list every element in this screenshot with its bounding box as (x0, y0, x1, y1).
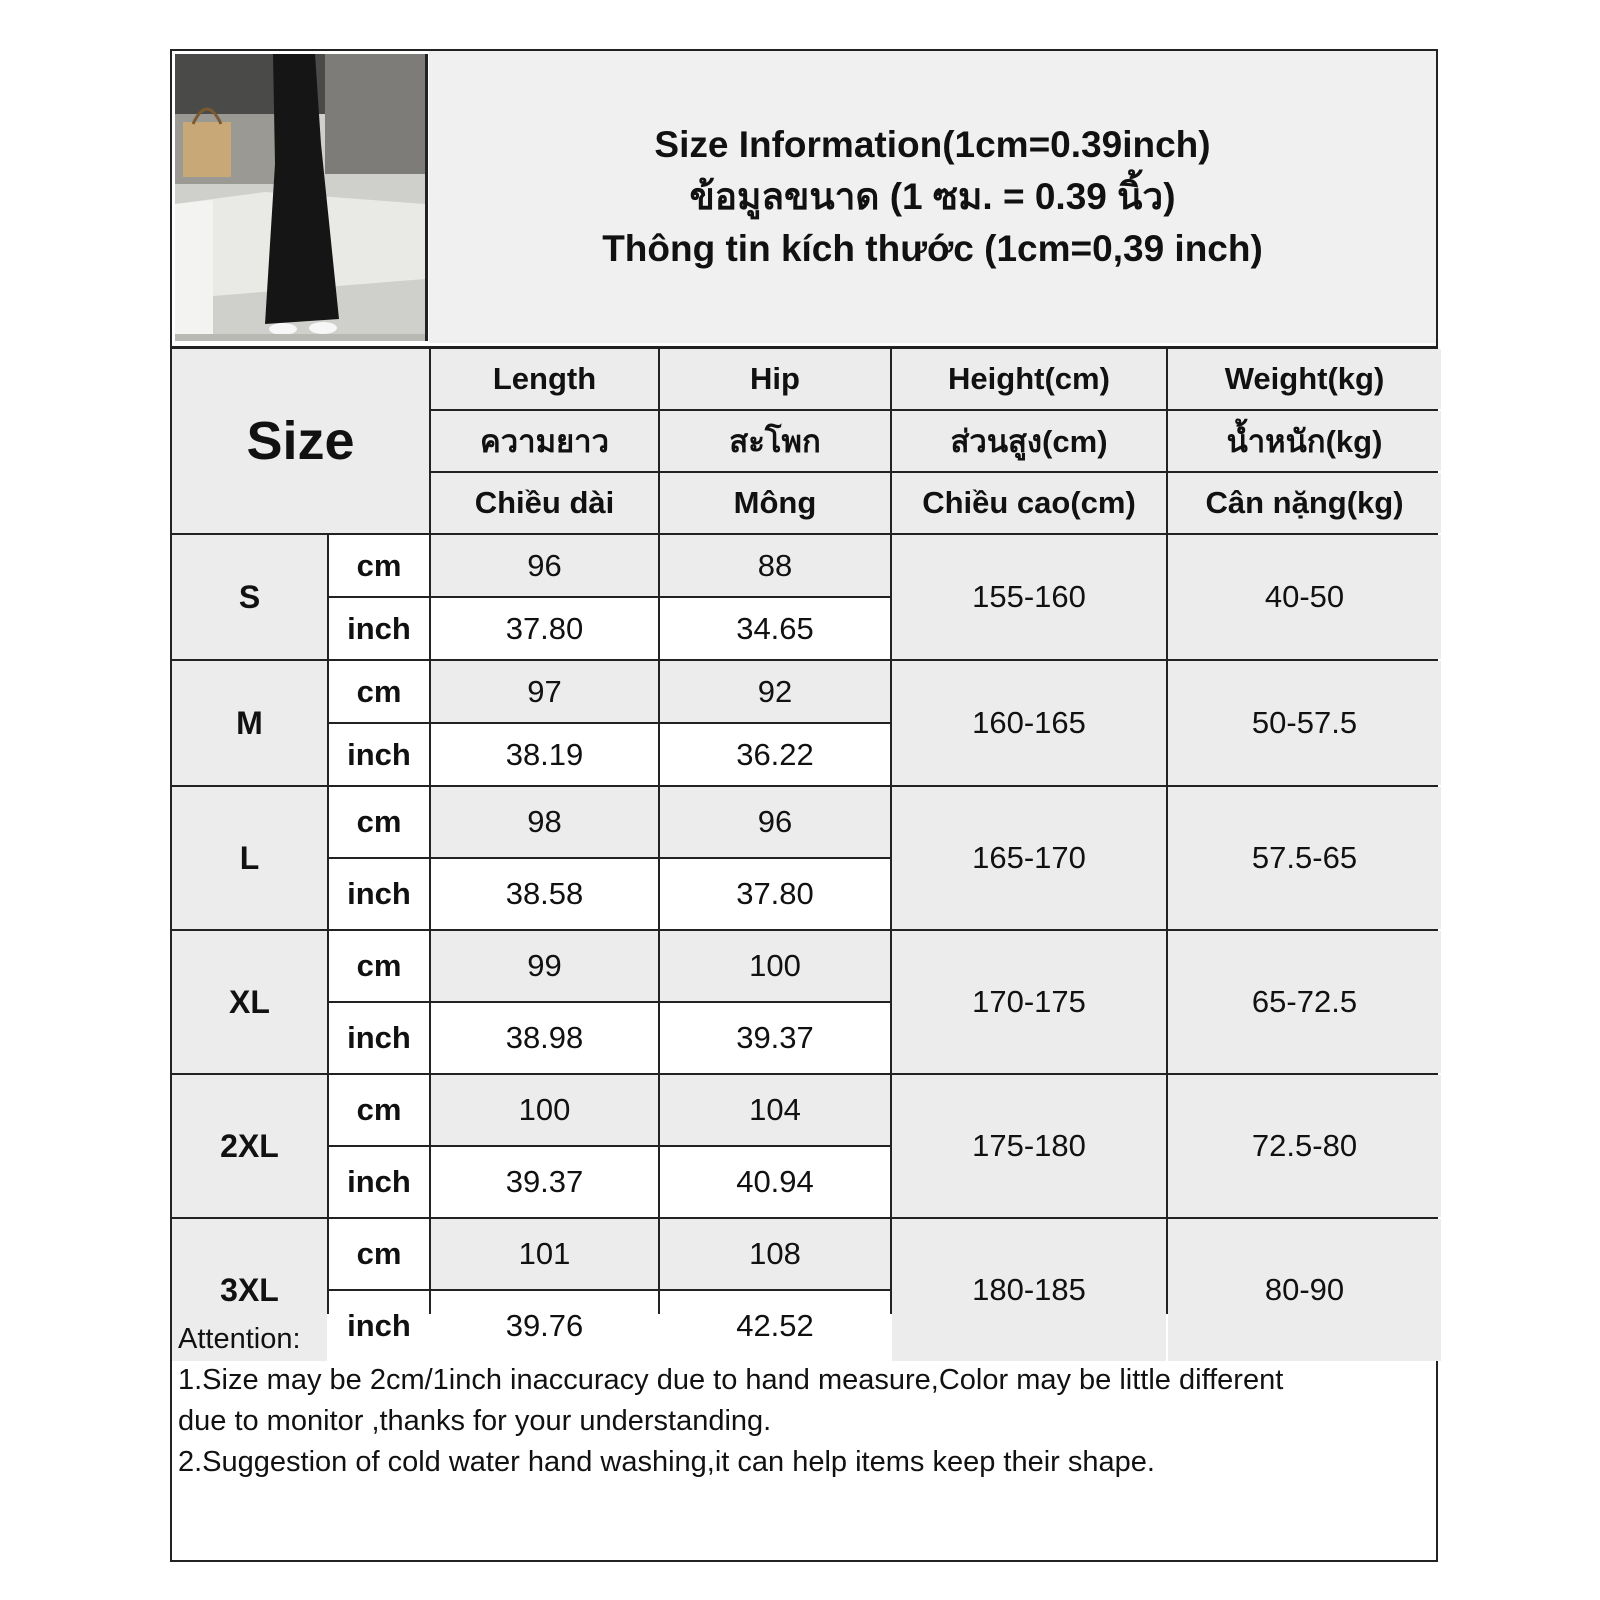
hip-inch-3xl: 42.52 (660, 1291, 890, 1361)
size-l-label: L (172, 787, 327, 929)
hip-cm-3xl: 108 (660, 1219, 890, 1289)
length-inch-3xl: 39.76 (431, 1291, 658, 1361)
unit-cm: cm (329, 1075, 429, 1145)
height-m: 160-165 (892, 661, 1166, 785)
product-photo-image (175, 54, 425, 341)
note-line: 2.Suggestion of cold water hand washing,it can help items keep their shape. (178, 1446, 1155, 1478)
size-information-title (429, 51, 1436, 343)
size-2xl-label: 2XL (172, 1075, 327, 1217)
length-cm-l: 98 (431, 787, 658, 857)
length-inch-l: 38.58 (431, 859, 658, 929)
length-cm-2xl: 100 (431, 1075, 658, 1145)
col-hip-vi: Mông (660, 473, 890, 533)
hip-cm-m: 92 (660, 661, 890, 722)
hip-inch-m: 36.22 (660, 724, 890, 785)
note-line: 1.Size may be 2cm/1inch inaccuracy due to hand measure,Color may be little different (178, 1364, 1284, 1396)
size-s-label: S (172, 535, 327, 659)
attention-notes (178, 1319, 1428, 1483)
hip-cm-l: 96 (660, 787, 890, 857)
chart-header (172, 51, 1436, 349)
col-hip-en: Hip (660, 349, 890, 409)
col-hip-th: สะโพก (660, 411, 890, 471)
col-weight-vi: Cân nặng(kg) (1168, 473, 1441, 533)
length-inch-s: 37.80 (431, 598, 658, 659)
height-s: 155-160 (892, 535, 1166, 659)
hip-cm-2xl: 104 (660, 1075, 890, 1145)
title-english: Size Information(1cm=0.39inch) (654, 124, 1211, 165)
unit-cm: cm (329, 787, 429, 857)
size-m-label: M (172, 661, 327, 785)
title-thai: ข้อมูลขนาด (1 ซม. = 0.39 นิ้ว) (689, 176, 1176, 217)
col-height-en: Height(cm) (892, 349, 1166, 409)
size-chart (170, 49, 1438, 1562)
col-length-th: ความยาว (431, 411, 658, 471)
height-xl: 170-175 (892, 931, 1166, 1073)
hip-inch-s: 34.65 (660, 598, 890, 659)
hip-inch-2xl: 40.94 (660, 1147, 890, 1217)
length-cm-xl: 99 (431, 931, 658, 1001)
length-cm-m: 97 (431, 661, 658, 722)
col-height-vi: Chiều cao(cm) (892, 473, 1166, 533)
length-inch-2xl: 39.37 (431, 1147, 658, 1217)
hip-inch-xl: 39.37 (660, 1003, 890, 1073)
hip-cm-s: 88 (660, 535, 890, 596)
hip-inch-l: 37.80 (660, 859, 890, 929)
length-inch-xl: 38.98 (431, 1003, 658, 1073)
length-cm-3xl: 101 (431, 1219, 658, 1289)
length-inch-m: 38.19 (431, 724, 658, 785)
height-2xl: 175-180 (892, 1075, 1166, 1217)
weight-l: 57.5-65 (1168, 787, 1441, 929)
unit-cm: cm (329, 535, 429, 596)
height-l: 165-170 (892, 787, 1166, 929)
unit-inch: inch (329, 1291, 429, 1361)
height-3xl: 180-185 (892, 1219, 1166, 1361)
col-weight-th: น้ำหนัก(kg) (1168, 411, 1441, 471)
col-length-en: Length (431, 349, 658, 409)
weight-3xl: 80-90 (1168, 1219, 1441, 1361)
weight-xl: 65-72.5 (1168, 931, 1441, 1073)
size-xl-label: XL (172, 931, 327, 1073)
unit-cm: cm (329, 1219, 429, 1289)
col-weight-en: Weight(kg) (1168, 349, 1441, 409)
unit-inch: inch (329, 724, 429, 785)
unit-cm: cm (329, 661, 429, 722)
unit-inch: inch (329, 1147, 429, 1217)
col-height-th: ส่วนสูง(cm) (892, 411, 1166, 471)
weight-m: 50-57.5 (1168, 661, 1441, 785)
size-3xl-label: 3XL (172, 1219, 327, 1361)
product-photo (175, 54, 428, 341)
unit-inch: inch (329, 859, 429, 929)
weight-2xl: 72.5-80 (1168, 1075, 1441, 1217)
note-line: due to monitor ,thanks for your understanding. (178, 1405, 772, 1437)
unit-inch: inch (329, 1003, 429, 1073)
weight-s: 40-50 (1168, 535, 1441, 659)
col-length-vi: Chiều dài (431, 473, 658, 533)
size-header: Size (172, 349, 429, 533)
unit-inch: inch (329, 598, 429, 659)
notes-title: Attention: (178, 1323, 301, 1355)
length-cm-s: 96 (431, 535, 658, 596)
title-vietnamese: Thông tin kích thước (1cm=0,39 inch) (602, 228, 1263, 269)
hip-cm-xl: 100 (660, 931, 890, 1001)
unit-cm: cm (329, 931, 429, 1001)
